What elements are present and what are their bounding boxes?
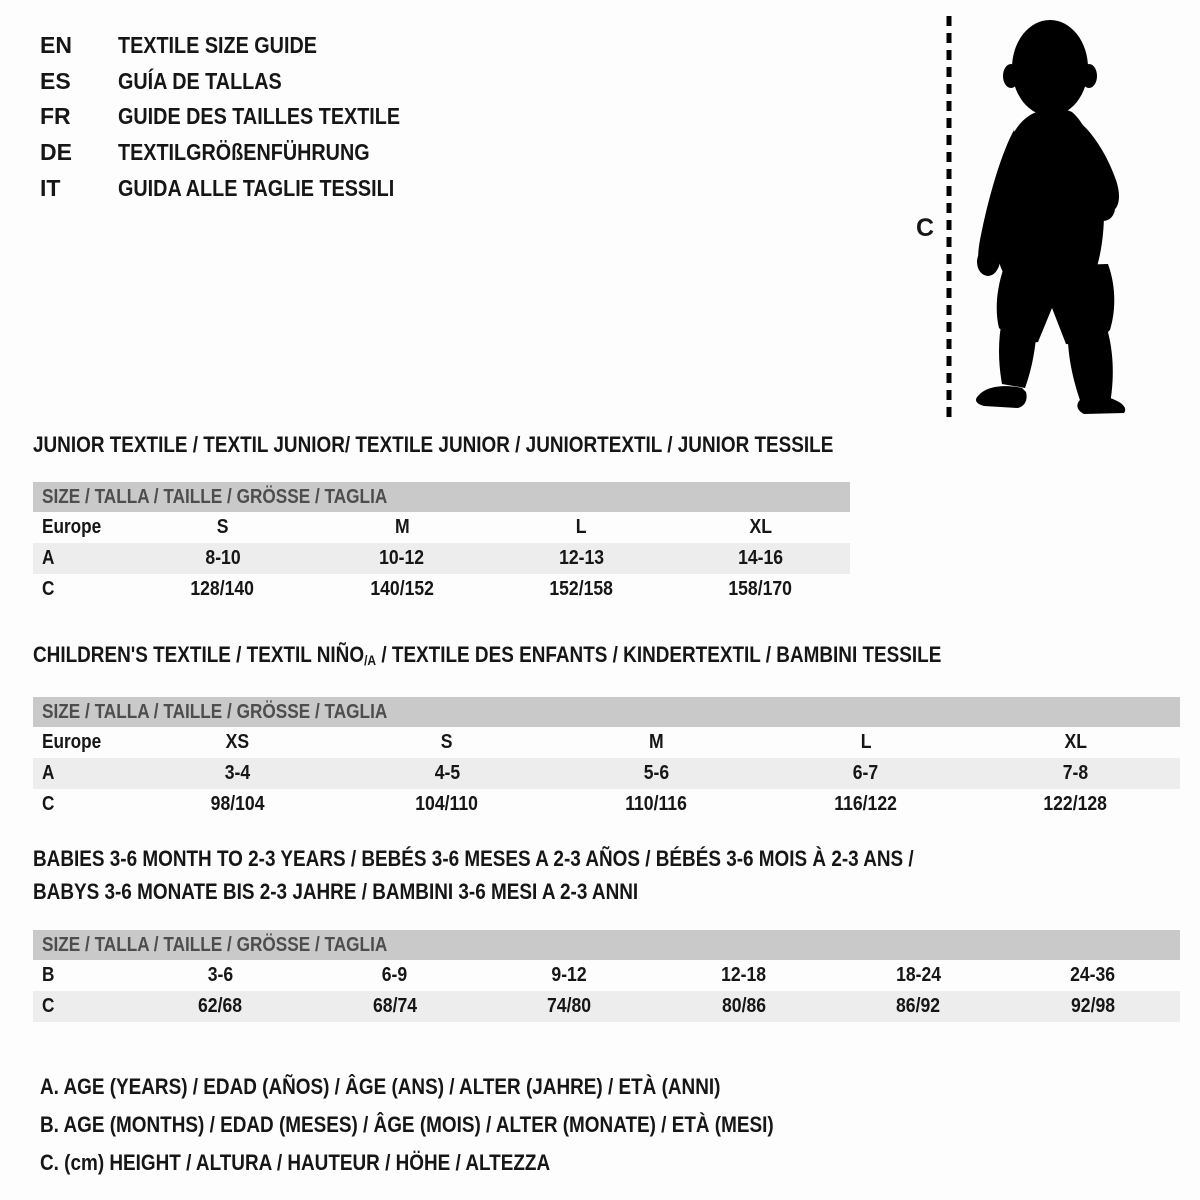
row-label: C xyxy=(42,578,55,600)
table-cell: 24-36 xyxy=(1070,964,1116,986)
language-code: EN xyxy=(40,32,72,59)
toddler-silhouette-icon xyxy=(968,12,1138,418)
guide-title: TEXTILE SIZE GUIDE xyxy=(118,32,317,59)
language-row xyxy=(40,64,446,100)
babies-section-title: BABIES 3-6 MONTH TO 2-3 YEARS / BEBÉS 3-6 MESES A 2-3 AÑOS / BÉBÉS 3-6 MOIS À 2-3 ANS / BABYS 3-6 MONATE BIS 2-3 JAHRE / BAMBINI 3-6 MESI A 2-3 ANNI xyxy=(33,846,914,904)
babies-textile-section xyxy=(33,842,1180,1022)
table-cell: M xyxy=(394,516,410,538)
table-cell: 128/140 xyxy=(190,578,255,600)
children-textile-section xyxy=(33,641,1180,820)
table-cell: 74/80 xyxy=(547,995,592,1017)
measurement-legend xyxy=(40,1068,893,1182)
table-cell: 116/122 xyxy=(834,793,898,815)
table-cell: 10-12 xyxy=(379,547,425,569)
language-code: IT xyxy=(40,174,61,201)
row-label: C xyxy=(42,793,55,815)
table-row xyxy=(33,543,850,574)
table-cell: S xyxy=(441,731,453,753)
table-cell: 86/92 xyxy=(896,995,941,1017)
babies-size-table xyxy=(33,930,1180,1022)
table-cell: 5-6 xyxy=(643,762,670,784)
table-cell: 12-18 xyxy=(721,964,767,986)
row-label: Europe xyxy=(42,516,102,538)
guide-title: GUÍA DE TALLAS xyxy=(118,67,282,94)
language-code: ES xyxy=(40,67,71,94)
table-cell: L xyxy=(575,516,587,538)
table-cell: 3-6 xyxy=(207,964,233,986)
size-header-bar: SIZE / TALLA / TAILLE / GRÖSSE / TAGLIA xyxy=(33,482,850,512)
row-label: A xyxy=(42,762,55,784)
table-cell: 12-13 xyxy=(558,547,604,569)
table-cell: 104/110 xyxy=(415,793,479,815)
table-cell: 7-8 xyxy=(1062,762,1088,784)
legend-line-c: C. (cm) HEIGHT / ALTURA / HAUTEUR / HÖHE / ALTEZZA xyxy=(40,1150,551,1175)
table-cell: 4-5 xyxy=(434,762,460,784)
language-row xyxy=(40,99,446,135)
junior-textile-section xyxy=(33,431,850,605)
table-cell: 62/68 xyxy=(198,995,243,1017)
table-cell: 3-4 xyxy=(224,762,251,784)
size-header-bar: SIZE / TALLA / TAILLE / GRÖSSE / TAGLIA xyxy=(33,930,1180,960)
junior-section-title: JUNIOR TEXTILE / TEXTIL JUNIOR/ TEXTILE JUNIOR / JUNIORTEXTIL / JUNIOR TESSILE xyxy=(33,432,834,457)
table-cell: 98/104 xyxy=(210,793,265,815)
junior-size-table xyxy=(33,482,850,605)
height-marker-label: C xyxy=(916,214,935,242)
table-row xyxy=(33,789,1180,820)
table-cell: 14-16 xyxy=(737,547,783,569)
table-cell: 152/158 xyxy=(549,578,613,600)
language-row xyxy=(40,135,446,171)
children-size-table xyxy=(33,697,1180,820)
table-cell: M xyxy=(649,731,664,753)
table-cell: 18-24 xyxy=(895,964,941,986)
table-cell: 122/128 xyxy=(1043,793,1108,815)
table-cell: XL xyxy=(749,516,772,538)
table-row xyxy=(33,960,1180,991)
table-row xyxy=(33,758,1180,789)
table-row xyxy=(33,512,850,543)
row-label: Europe xyxy=(42,731,102,753)
row-label: A xyxy=(42,547,55,569)
table-cell: L xyxy=(860,731,872,753)
table-row xyxy=(33,574,850,605)
language-title-list xyxy=(40,28,446,206)
table-cell: S xyxy=(216,516,229,538)
table-row xyxy=(33,727,1180,758)
table-cell: 158/170 xyxy=(728,578,793,600)
nino-a-subscript: /A xyxy=(364,652,377,668)
row-label: B xyxy=(42,964,55,986)
language-row xyxy=(40,170,446,206)
table-cell: XS xyxy=(225,731,250,753)
table-cell: 140/152 xyxy=(370,578,434,600)
language-code: DE xyxy=(40,139,72,166)
table-cell: 9-12 xyxy=(551,964,587,986)
guide-title: TEXTILGRÖßENFÜHRUNG xyxy=(118,139,370,166)
guide-title: GUIDE DES TAILLES TEXTILE xyxy=(118,103,401,130)
table-cell: 6-7 xyxy=(853,762,879,784)
children-section-title: CHILDREN'S TEXTILE / TEXTIL $NIÑO_{/A}$ / TEXTILE DES ENFANTS / KINDERTEXTIL / BAMBINI TESSILE xyxy=(33,642,942,668)
language-row xyxy=(40,28,446,64)
language-code: FR xyxy=(40,103,71,130)
legend-line-a: A. AGE (YEARS) / EDAD (AÑOS) / ÂGE (ANS) / ALTER (JAHRE) / ETÀ (ANNI) xyxy=(40,1074,721,1099)
table-cell: 110/116 xyxy=(625,793,688,815)
row-label: C xyxy=(42,995,55,1017)
table-cell: XL xyxy=(1064,731,1087,753)
guide-title: GUIDA ALLE TAGLIE TESSILI xyxy=(118,174,395,201)
size-header-bar: SIZE / TALLA / TAILLE / GRÖSSE / TAGLIA xyxy=(33,697,1180,727)
table-cell: 92/98 xyxy=(1070,995,1115,1017)
toddler-silhouette-image xyxy=(968,12,1138,423)
table-cell: 8-10 xyxy=(205,547,241,569)
table-cell: 6-9 xyxy=(382,964,408,986)
table-cell: 68/74 xyxy=(372,995,417,1017)
table-row xyxy=(33,991,1180,1022)
height-dashed-line xyxy=(944,16,954,418)
table-cell: 80/86 xyxy=(721,995,766,1017)
legend-line-b: B. AGE (MONTHS) / EDAD (MESES) / ÂGE (MOIS) / ALTER (MONATE) / ETÀ (MESI) xyxy=(40,1112,774,1137)
